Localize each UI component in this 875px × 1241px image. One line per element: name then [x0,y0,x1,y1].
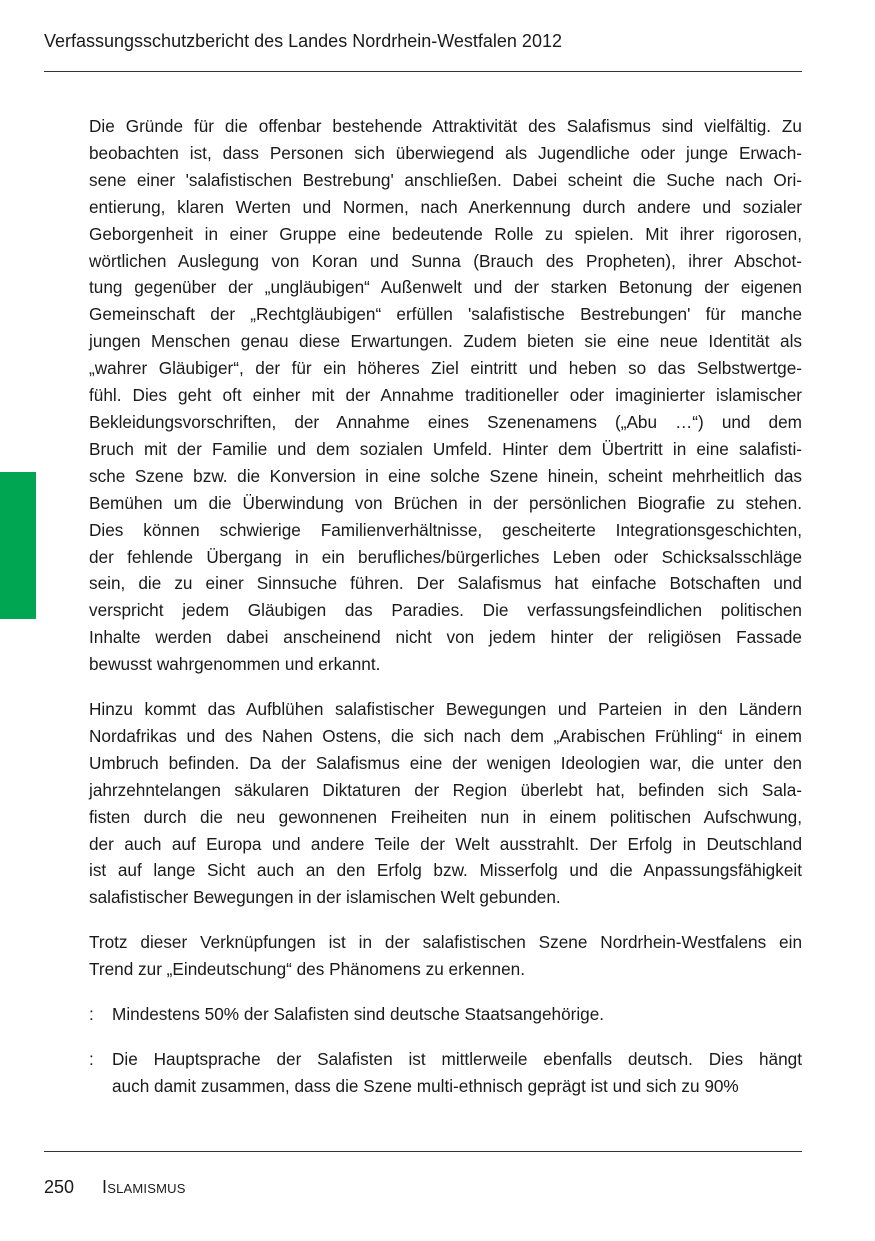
text-line: Gemeinschaft der „Rechtgläubigen“ erfüllen 'salafistische Bestrebungen' für manche [89,304,802,325]
text-line: Hinzu kommt das Aufblühen salafistischer Bewegungen und Parteien in den Ländern [89,699,802,720]
paragraph [89,696,802,911]
text-line: Geborgenheit in einer Gruppe eine bedeutende Rolle zu spielen. Mit ihrer rigorosen, [89,223,802,244]
bullet-text-line: Mindestens 50% der Salafisten sind deutsche Staatsangehörige. [112,1004,605,1025]
text-line: Umbruch befinden. Da der Salafismus eine der wenigen Ideologien war, die unter den [89,752,802,773]
paragraphs [89,113,802,983]
page-number: 250 [44,1177,75,1197]
text-line: Bekleidungsvorschriften, der Annahme eines Szenenamens („Abu …“) und dem [89,411,802,432]
text-line: bewusst wahrgenommen und erkannt. [89,654,381,675]
section-name: Islamismus [102,1177,186,1197]
text-line: entierung, klaren Werten und Normen, nach Anerkennung durch andere und sozialer [89,196,802,217]
text-line: sche Szene bzw. die Konversion in eine solche Szene hinein, scheint mehrheitlich das [89,465,802,486]
text-line: ist auf lange Sicht auch an den Erfolg bzw. Misserfolg und die Anpassungsfähigkeit [89,860,802,881]
text-line: tung gegenüber der „ungläubigen“ Außenwelt und der starken Betonung der eigenen [89,277,802,298]
text-line: der auch auf Europa und andere Teile der Welt ausstrahlt. Der Erfolg in Deutschland [89,833,802,854]
footer-divider [44,1151,802,1152]
text-line: Trotz dieser Verknüpfungen ist in der salafistischen Szene Nordrhein-Westfalens ein [89,932,802,953]
header-divider [44,71,802,72]
text-line: Bruch mit der Familie und dem sozialen Umfeld. Hinter dem Übertritt in eine salafisti- [89,438,802,459]
bullet-marker: : [89,1049,94,1069]
paragraph [89,929,802,983]
text-line: Inhalte werden dabei anscheinend nicht von jedem hinter der religiösen Fassade [89,627,802,648]
text-line: Die Gründe für die offenbar bestehende Attraktivität des Salafismus sind vielfältig. Zu [89,116,802,136]
text-line: der fehlende Übergang in ein berufliches/bürgerliches Leben oder Schicksalsschläge [89,546,802,567]
chapter-tab-marker [0,472,36,619]
text-line: fühl. Dies geht oft einher mit der Annahme traditioneller oder imaginierter islamischer [89,385,802,406]
bullet-marker: : [89,1004,94,1025]
text-line: Nordafrikas und des Nahen Ostens, die sich nach dem „Arabischen Frühling“ in einem [89,725,802,746]
header-title: Verfassungsschutzbericht des Landes Nordrhein-Westfalen 2012 [44,31,562,51]
text-line: verspricht jedem Gläubigen das Paradies. Die verfassungsfeindlichen politischen [89,600,802,621]
text-line: „wahrer Gläubiger“, der für ein höheres Ziel eintritt und heben so das Selbstwertge- [89,358,802,379]
text-line: Dies können schwierige Familienverhältnisse, gescheiterte Integrationsgeschichten, [89,519,802,540]
paragraph [89,113,802,678]
text-line: beobachten ist, dass Personen sich überwiegend als Jugendliche oder junge Erwach- [89,142,802,163]
bullet-text-line: auch damit zusammen, dass die Szene multi-ethnisch geprägt ist und sich zu 90% [112,1075,739,1096]
body-text [89,113,802,1118]
text-line: Bemühen um die Überwindung von Brüchen in der persönlichen Biografie zu stehen. [89,492,802,513]
text-line: Trend zur „Eindeutschung“ des Phänomens zu erkennen. [89,959,525,980]
text-line: sein, die zu einer Sinnsuche führen. Der Salafismus hat einfache Botschaften und [89,573,802,594]
bullet-text-line: Die Hauptsprache der Salafisten ist mittlerweile ebenfalls deutsch. Dies hängt [112,1049,802,1069]
text-line: salafistischer Bewegungen in der islamischen Welt gebunden. [89,887,561,908]
text-line: jungen Menschen genau diese Erwartungen. Zudem bieten sie eine neue Identität als [89,331,802,352]
text-line: wörtlichen Auslegung von Koran und Sunna (Brauch des Propheten), ihrer Abschot- [89,250,802,271]
bullet-item [89,1001,802,1028]
text-line: jahrzehntelangen säkularen Diktaturen der Region überlebt hat, befinden sich Sala- [89,779,802,800]
text-line: fisten durch die neu gewonnenen Freiheiten nun in einem politischen Aufschwung, [89,806,802,827]
text-line: sene einer 'salafistischen Bestrebung' anschließen. Dabei scheint die Suche nach Ori- [89,169,802,190]
bullet-list [89,1001,802,1100]
bullet-item [89,1046,802,1100]
